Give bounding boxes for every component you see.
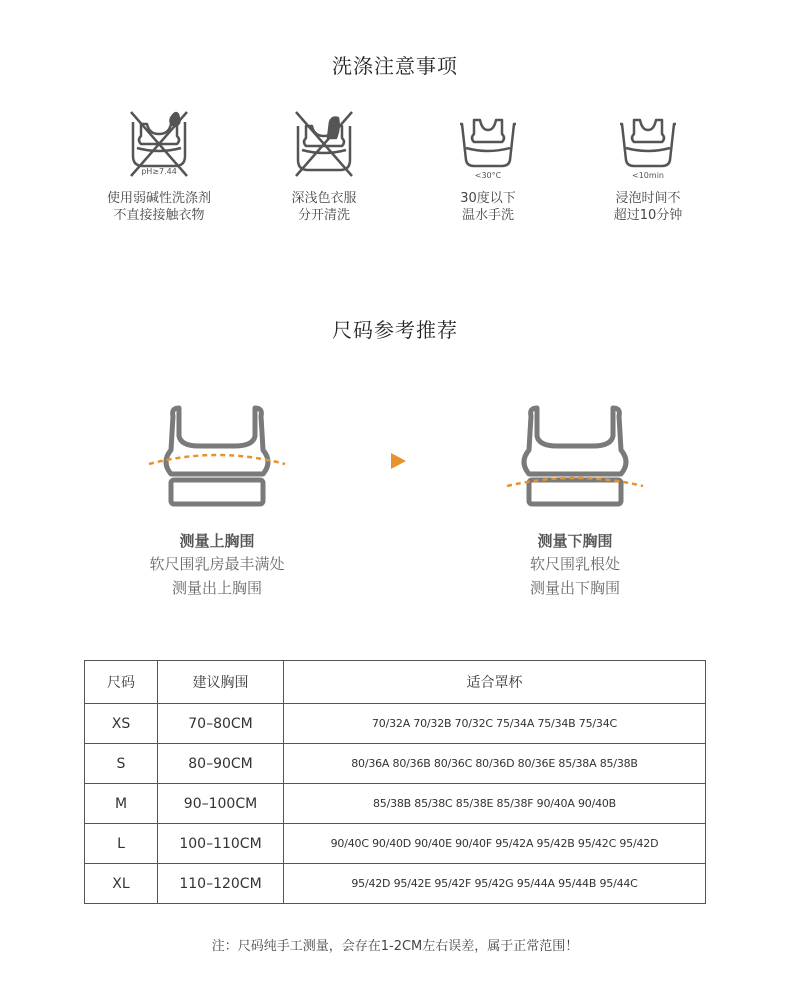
table-header-row (85, 661, 706, 704)
cups-cell: 70/32A 70/32B 70/32C 75/34A 75/34B 75/34C (284, 704, 706, 744)
table-row (85, 744, 706, 784)
lower-bust-title: 测量下胸围 (537, 532, 613, 550)
upper-bust-measure (97, 400, 337, 600)
header-size: 尺码 (85, 661, 158, 704)
cups-cell: 85/38B 85/38C 85/38E 85/38F 90/40A 90/40B (284, 784, 706, 824)
cups-cell: 95/42D 95/42E 95/42F 95/42G 95/44A 95/44B 95/44C (284, 864, 706, 904)
wash-line2: 温水手洗 (461, 208, 514, 223)
wash-icon-text: pH≥7.44 (141, 167, 177, 176)
bust-range-cell: 80–90CM (158, 744, 284, 784)
lower-bust-desc-2: 测量出下胸围 (529, 579, 620, 597)
bust-range-cell: 100–110CM (158, 824, 284, 864)
wash-line1: 使用弱碱性洗涤剂 (106, 191, 211, 206)
upper-bust-desc-1: 软尺围乳房最丰满处 (149, 555, 285, 573)
bust-range-cell: 90–100CM (158, 784, 284, 824)
wash-line2: 分开清洗 (297, 208, 350, 223)
size-section-title: 尺码参考推荐 (332, 318, 458, 342)
wash-icon-text: <30°C (474, 171, 502, 180)
wash-section-title: 洗涤注意事项 (332, 54, 458, 78)
table-row (85, 784, 706, 824)
lower-bust-desc-1: 软尺围乳根处 (529, 555, 620, 573)
upper-bust-title: 测量上胸围 (179, 532, 255, 550)
size-table (84, 660, 706, 904)
bust-range-cell: 110–120CM (158, 864, 284, 904)
wash-icon-text: <10min (632, 171, 664, 180)
cups-cell: 90/40C 90/40D 90/40E 90/40F 95/42A 95/42B 95/42C 95/42D (284, 824, 706, 864)
wash-item-temperature (398, 108, 578, 224)
wash-item-soak (558, 108, 738, 224)
no-mixed-wash-icon (292, 108, 356, 180)
soak-10min-icon (616, 108, 680, 180)
wash-line1: 深浅色衣服 (291, 191, 357, 206)
size-cell: M (85, 784, 158, 824)
wash-line2: 超过10分钟 (613, 208, 683, 223)
arrow-right-icon (389, 452, 407, 470)
table-row (85, 864, 706, 904)
upper-bust-bra-icon (147, 400, 287, 510)
wash-item-alkaline (69, 108, 249, 224)
header-cups: 适合罩杯 (284, 661, 706, 704)
cups-cell: 80/36A 80/36B 80/36C 80/36D 80/36E 85/38A 85/38B (284, 744, 706, 784)
bust-range-cell: 70–80CM (158, 704, 284, 744)
size-cell: XS (85, 704, 158, 744)
header-bust: 建议胸围 (158, 661, 284, 704)
table-row (85, 824, 706, 864)
wash-line1: 30度以下 (460, 191, 516, 206)
wash-item-separate (234, 108, 414, 224)
wash-line2: 不直接接触衣物 (113, 208, 205, 223)
size-cell: S (85, 744, 158, 784)
upper-bust-desc-2: 测量出上胸围 (171, 579, 262, 597)
size-cell: XL (85, 864, 158, 904)
wash-30c-icon (456, 108, 520, 180)
wash-line1: 浸泡时间不 (615, 191, 681, 206)
table-row (85, 704, 706, 744)
lower-bust-measure (455, 400, 695, 600)
size-cell: L (85, 824, 158, 864)
measurement-note: 注：尺码纯手工测量，会存在1-2CM左右误差，属于正常范围！ (211, 939, 579, 954)
no-alkaline-wash-icon (127, 108, 191, 180)
lower-bust-bra-icon (505, 400, 645, 510)
